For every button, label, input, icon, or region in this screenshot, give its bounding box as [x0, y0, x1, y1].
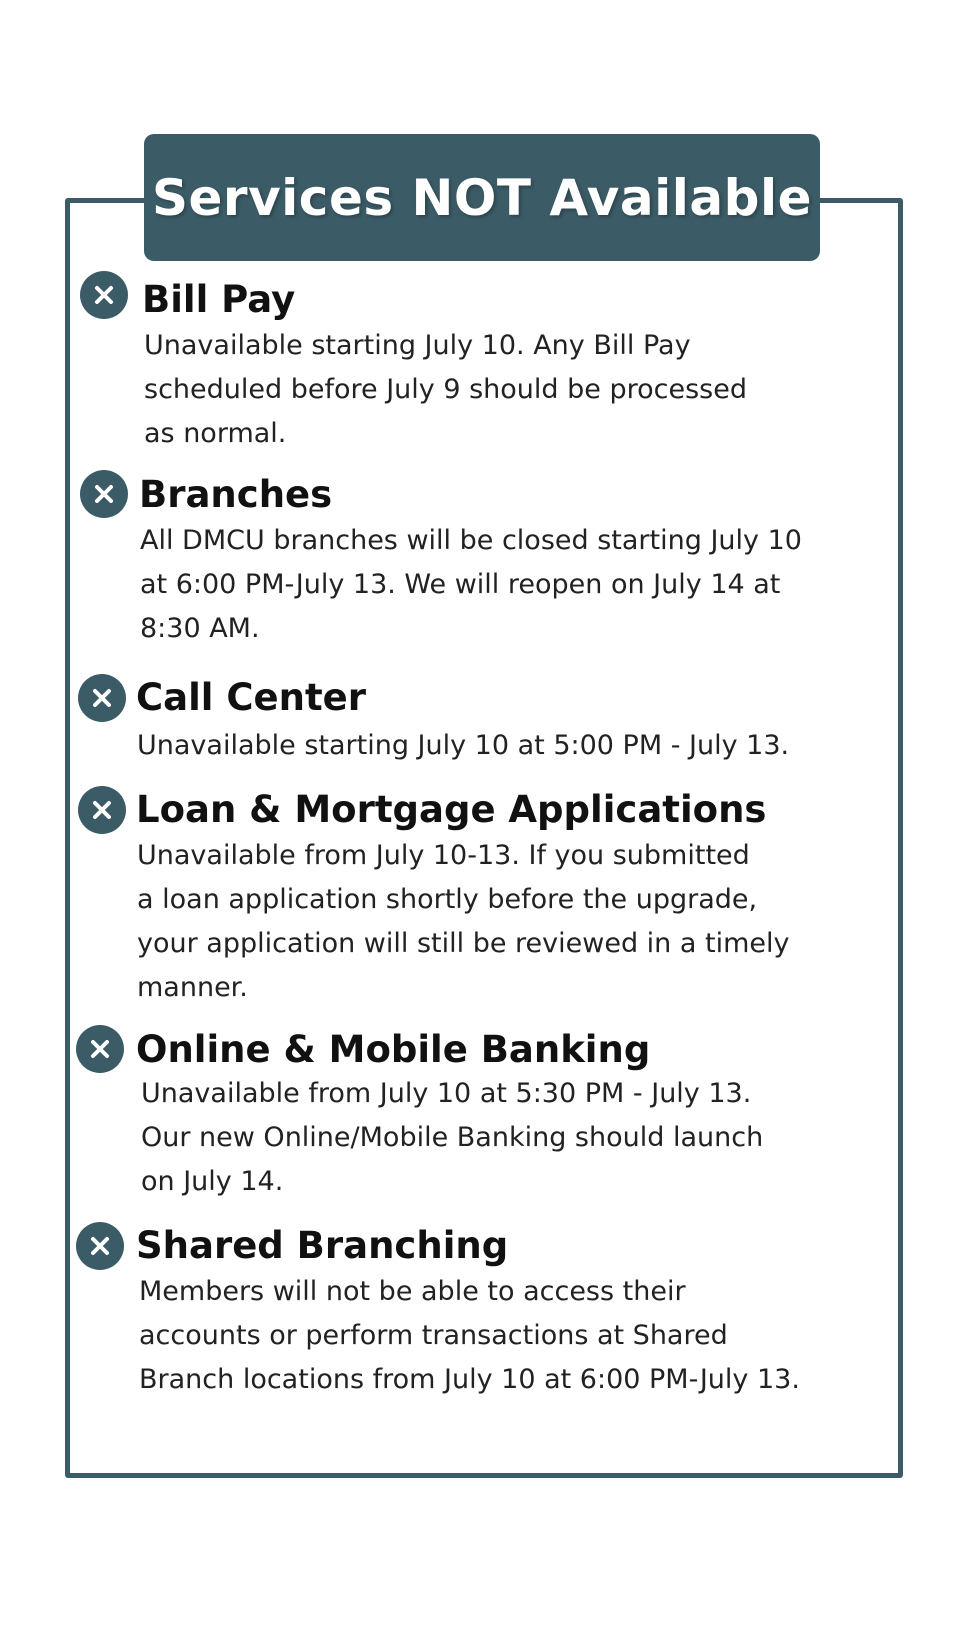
desc-line: Unavailable starting July 10 at 5:00 PM - July 13.	[137, 730, 790, 761]
title-banner	[144, 134, 820, 261]
close-circle-icon	[80, 271, 128, 319]
desc-line: your application will still be reviewed in a timely	[137, 928, 790, 959]
desc-line: accounts or perform transactions at Shared	[139, 1320, 728, 1351]
service-desc-bill-pay	[144, 324, 747, 456]
desc-line: All DMCU branches will be closed starting July 10	[140, 525, 802, 556]
desc-line: Branch locations from July 10 at 6:00 PM-July 13.	[139, 1364, 800, 1395]
desc-line: scheduled before July 9 should be processed	[144, 374, 747, 405]
desc-line: as normal.	[144, 418, 287, 449]
service-title-bill-pay: Bill Pay	[142, 278, 296, 321]
desc-line: at 6:00 PM-July 13. We will reopen on July 14 at	[140, 569, 781, 600]
desc-line: Our new Online/Mobile Banking should launch	[141, 1122, 764, 1153]
close-circle-icon	[76, 1222, 124, 1270]
desc-line: a loan application shortly before the upgrade,	[137, 884, 758, 915]
close-circle-icon	[80, 470, 128, 518]
service-desc-branches	[140, 519, 802, 651]
service-desc-online-mobile	[141, 1072, 763, 1204]
page-title: Services NOT Available	[152, 168, 812, 227]
close-circle-icon	[76, 1025, 124, 1073]
service-desc-shared-branching	[139, 1270, 800, 1402]
service-title-loan-mortgage: Loan & Mortgage Applications	[136, 788, 767, 831]
close-circle-icon	[78, 674, 126, 722]
service-desc-call-center	[137, 724, 789, 768]
desc-line: manner.	[137, 972, 248, 1003]
service-title-call-center: Call Center	[136, 676, 366, 719]
desc-line: 8:30 AM.	[140, 613, 260, 644]
desc-line: on July 14.	[141, 1166, 284, 1197]
service-title-online-mobile: Online & Mobile Banking	[136, 1028, 651, 1071]
desc-line: Members will not be able to access their	[139, 1276, 686, 1307]
service-title-shared-branching: Shared Branching	[136, 1224, 509, 1267]
service-desc-loan-mortgage	[137, 834, 789, 1010]
desc-line: Unavailable from July 10 at 5:30 PM - July 13.	[141, 1078, 752, 1109]
desc-line: Unavailable starting July 10. Any Bill Pay	[144, 330, 691, 361]
close-circle-icon	[78, 786, 126, 834]
desc-line: Unavailable from July 10-13. If you submitted	[137, 840, 750, 871]
service-title-branches: Branches	[139, 473, 333, 516]
